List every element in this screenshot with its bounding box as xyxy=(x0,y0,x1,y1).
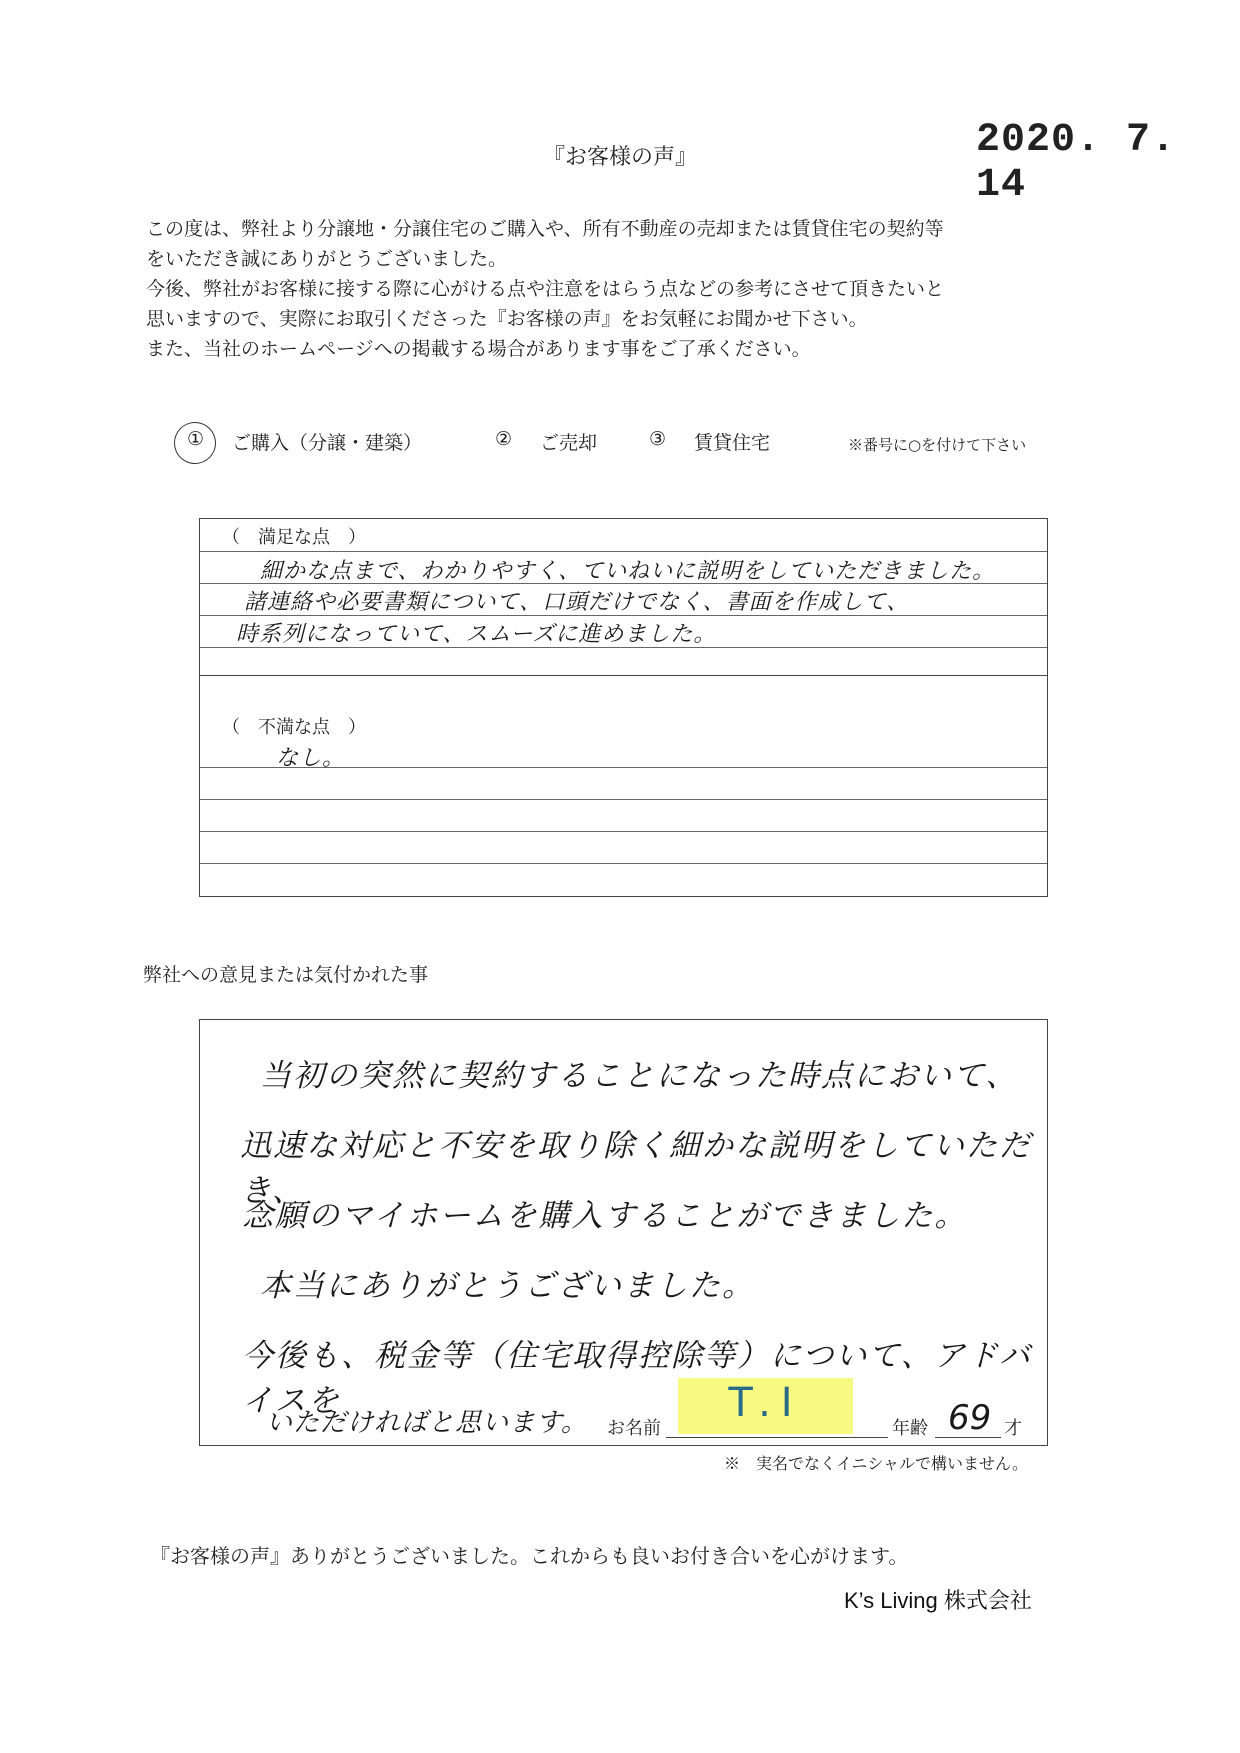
opinion-line-2: 迅速な対応と不安を取り除く細かな説明をしていただき、 xyxy=(240,1128,1032,1209)
satisfied-line-2: 諸連絡や必要書類について、口頭だけでなく、書面を作成して、 xyxy=(244,590,910,615)
satisfied-line-3: 時系列になっていて、スムーズに進めました。 xyxy=(236,622,717,647)
form-title: 『お客様の声』 xyxy=(542,145,697,170)
age-unit: 才 xyxy=(1004,1418,1022,1439)
option-2-label[interactable]: ご売却 xyxy=(540,432,598,454)
option-3-label[interactable]: 賃貸住宅 xyxy=(694,432,771,454)
name-label: お名前 xyxy=(607,1418,661,1439)
age-underline xyxy=(935,1437,1001,1438)
unsatisfied-label: （ 不満な点 ） xyxy=(222,717,366,738)
intro-line: 今後、弊社がお客様に接する際に心がける点や注意をはらう点などの参考にさせて頂きたいと xyxy=(146,278,945,300)
initials-note: ※ 実名でなくイニシャルで構いません。 xyxy=(724,1454,1029,1473)
age-value[interactable]: 69 xyxy=(948,1398,992,1438)
thanks-text: 『お客様の声』ありがとうございました。これからも良いお付き合いを心がけます。 xyxy=(150,1544,909,1568)
opinion-line-5: 今後も、税金等（住宅取得控除等）について、アドバイスを xyxy=(242,1338,1033,1419)
opinion-line-6: いただければと思います。 xyxy=(266,1408,588,1438)
ruled-line xyxy=(200,799,1047,800)
ruled-line xyxy=(200,831,1047,832)
company-name: K’s Living 株式会社 xyxy=(844,1588,1032,1613)
age-label: 年齢 xyxy=(892,1418,928,1439)
opinion-box xyxy=(199,1019,1048,1446)
feedback-box xyxy=(199,518,1048,897)
form-date: 2020. 7. 14 xyxy=(976,118,1177,208)
option-1-number[interactable]: ① xyxy=(187,428,205,450)
unsatisfied-line-1: なし。 xyxy=(276,746,346,771)
intro-text xyxy=(146,214,1086,364)
intro-line: また、当社のホームページへの掲載する場合があります事をご了承ください。 xyxy=(146,338,811,360)
intro-line: をいただき誠にありがとうございました。 xyxy=(146,248,508,270)
opinion-line-3: 念願のマイホームを購入することができました。 xyxy=(242,1198,968,1234)
option-1-label[interactable]: ご購入（分譲・建築） xyxy=(232,432,423,454)
opinion-line-1: 当初の突然に契約することになった時点において、 xyxy=(260,1058,1019,1094)
opinion-line-4: 本当にありがとうございました。 xyxy=(260,1268,755,1304)
section-divider xyxy=(200,675,1047,676)
ruled-line xyxy=(200,551,1047,552)
ruled-line xyxy=(200,863,1047,864)
opinion-label: 弊社への意見または気付かれた事 xyxy=(143,964,429,986)
name-value[interactable]: T.I xyxy=(728,1380,803,1426)
option-2-number[interactable]: ② xyxy=(495,428,513,450)
name-underline xyxy=(666,1437,888,1438)
intro-line: この度は、弊社より分譲地・分譲住宅のご購入や、所有不動産の売却または賃貸住宅の契約等 xyxy=(146,218,944,240)
option-3-number[interactable]: ③ xyxy=(649,428,667,450)
satisfied-label: （ 満足な点 ） xyxy=(222,527,366,548)
option-instruction: ※番号に○を付けて下さい xyxy=(848,436,1027,454)
satisfied-line-1: 細かな点まで、わかりやすく、ていねいに説明をしていただきました。 xyxy=(260,559,996,584)
intro-line: 思いますので、実際にお取引くださった『お客様の声』をお気軽にお聞かせ下さい。 xyxy=(146,308,868,330)
